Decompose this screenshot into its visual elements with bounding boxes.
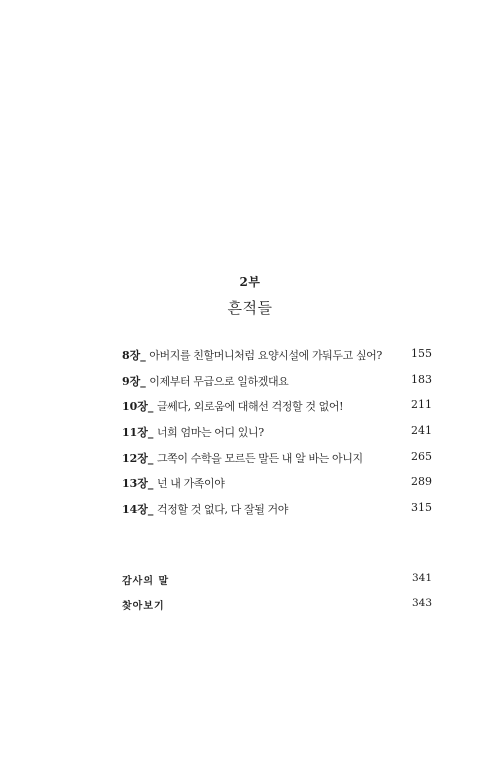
backmatter-entry	[122, 568, 432, 593]
chapter-title: 그쪽이 수학을 모르든 말든 내 알 바는 아니지	[156, 451, 363, 465]
toc-entry	[122, 418, 432, 444]
page-number: 315	[411, 501, 432, 515]
page-number: 155	[411, 347, 432, 360]
toc-entry	[122, 495, 432, 521]
backmatter-entry	[122, 593, 432, 618]
chapter-number: 8장_	[122, 349, 146, 362]
chapter-title: 너희 엄마는 어디 있니?	[156, 426, 264, 440]
chapter-number: 14장_	[122, 503, 154, 517]
toc-entry	[122, 444, 432, 470]
part-title: 흔적들	[227, 299, 273, 317]
chapter-title: 걱정할 것 없다, 다 잘될 거야	[156, 503, 289, 517]
backmatter-title: 감사의 말	[122, 576, 170, 587]
page-number: 343	[411, 597, 432, 609]
page-number: 289	[411, 475, 432, 489]
chapter-number: 12장_	[122, 451, 154, 465]
toc-backmatter-list	[122, 568, 432, 618]
page-number: 211	[411, 398, 432, 412]
toc-chapter-list	[122, 341, 432, 521]
page-number: 241	[411, 424, 432, 438]
toc-entry	[122, 392, 432, 418]
page-number: 265	[411, 449, 432, 463]
chapter-title: 이제부터 무급으로 일하겠대요	[149, 374, 289, 388]
chapter-number: 13장_	[122, 477, 154, 491]
page-number: 341	[411, 572, 432, 584]
chapter-number: 9장_	[122, 374, 146, 388]
chapter-title: 아버지를 친할머니처럼 요양시설에 가둬두고 싶어?	[149, 349, 382, 362]
backmatter-title: 찾아보기	[122, 601, 165, 612]
page-number: 183	[411, 372, 432, 386]
part-number: 2부	[239, 275, 261, 289]
chapter-title: 넌 내 가족이야	[156, 477, 225, 491]
chapter-number: 11장_	[122, 426, 154, 440]
chapter-number: 10장_	[122, 400, 154, 414]
chapter-title: 글쎄다, 외로움에 대해선 걱정할 것 없어!	[156, 400, 344, 414]
toc-entry	[122, 341, 432, 367]
toc-entry	[122, 367, 432, 393]
toc-entry	[122, 469, 432, 495]
